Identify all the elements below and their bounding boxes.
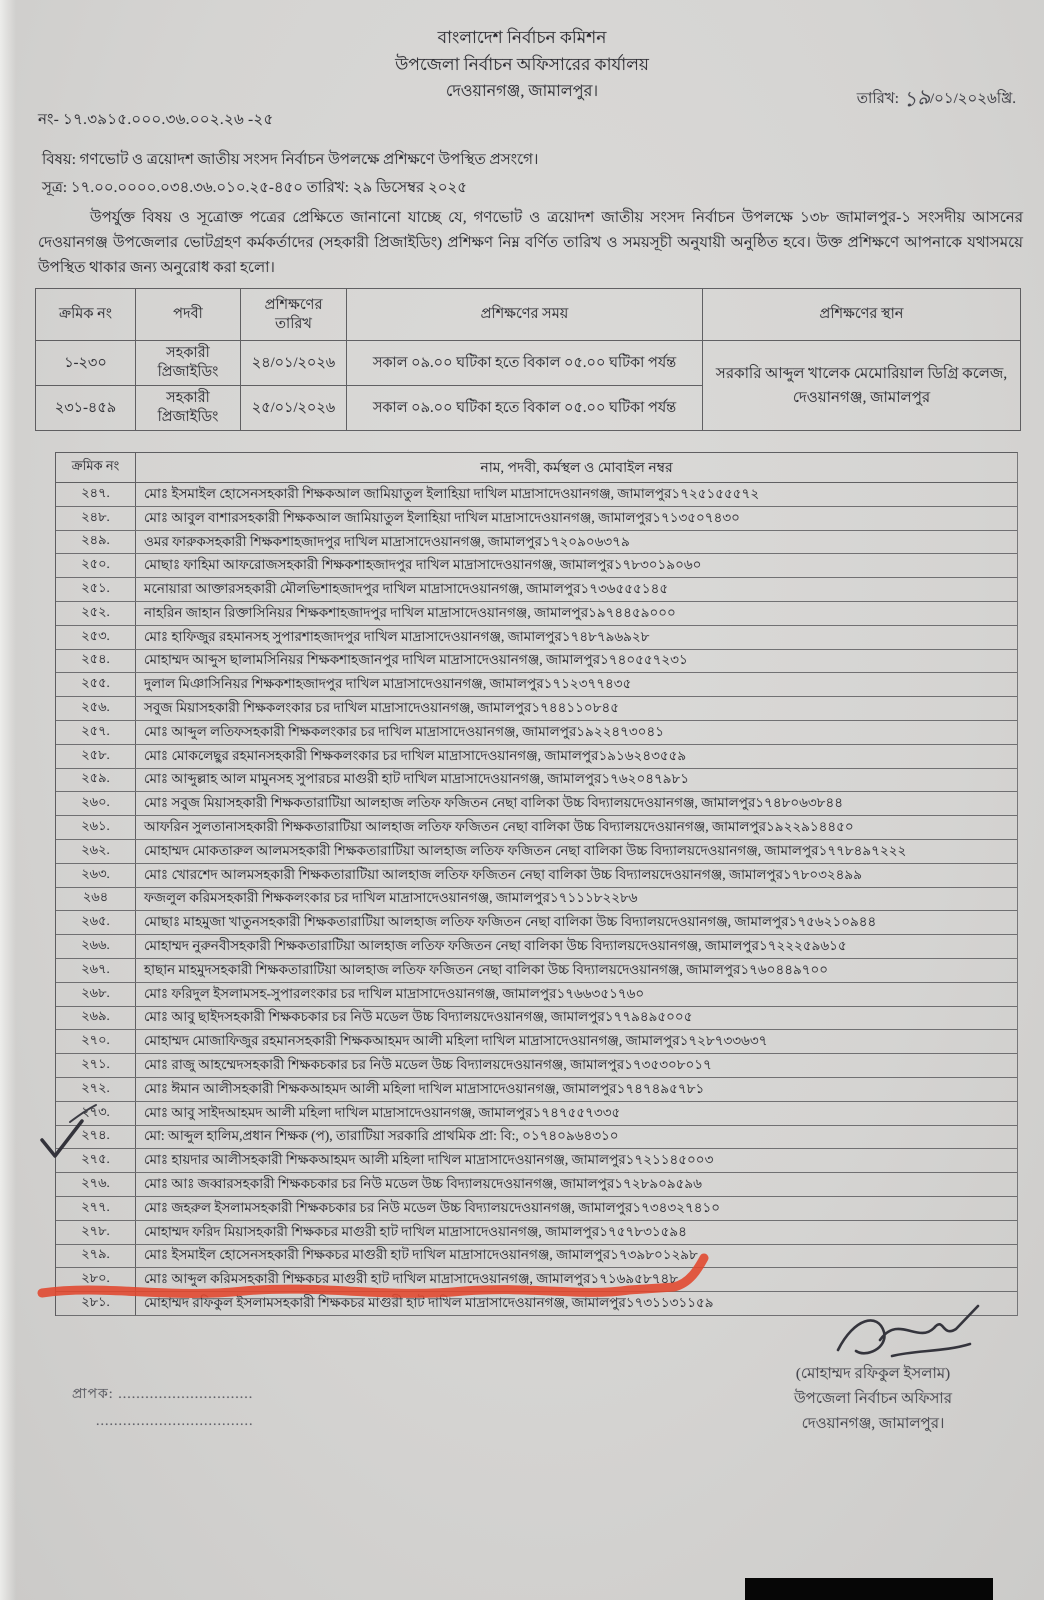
table-row (56, 1197, 1017, 1221)
col-header-time: প্রশিক্ষণের সময় (347, 289, 703, 341)
roster-serial: ২৭০. (56, 1030, 136, 1053)
roster-serial: ২৬২. (56, 840, 136, 863)
roster-serial: ২৭৪. (56, 1126, 136, 1149)
roster-details: মোঃ আব্দুল লতিফসহকারী শিক্ষকলংকার চর দাখিল মাদ্রাসাদেওয়ানগঞ্জ, জামালপুর১৯২২৪৭৩০৪১ (144, 723, 664, 739)
signatory-block (768, 1362, 978, 1437)
date-day-handwritten: ১৯ (901, 84, 932, 112)
roster-serial: ২৭৩. (56, 1102, 136, 1125)
roster-serial: ২৭১. (56, 1054, 136, 1077)
table-row (56, 626, 1017, 650)
roster-serial: ২৭৯. (56, 1245, 136, 1268)
roster-details: মোহাম্মদ রফিকুল ইসলামসহকারী শিক্ষকচর মাগুরী হাট দাখিল মাদ্রাসাদেওয়ানগঞ্জ, জামালপুর১৭৩১১৩১১৫৯ (144, 1295, 714, 1310)
table-row (56, 673, 1017, 697)
roster-details: মোহাম্মদ নুরুনবীসহকারী শিক্ষকতারাটিয়া আলহাজ লতিফ ফজিতন নেছা বালিকা উচ্চ বিদ্যালয়দেওয়ানগঞ্জ, জামালপুর১৭২২২৫৯৬১৫ (144, 938, 847, 954)
schedule-row2-date: ২৫/০১/২০২৬ (241, 386, 347, 431)
roster-serial: ২৬৫. (56, 911, 136, 934)
roster-serial: ২৪৭. (56, 483, 136, 506)
schedule-row1-serial-range: ১-২৩০ (36, 341, 136, 386)
roster-serial: ২৬৮. (56, 983, 136, 1006)
roster-details: মোঃ ইসমাইল হোসেনসহকারী শিক্ষকচর মাগুরী হাট দাখিল মাদ্রাসাদেওয়ানগঞ্জ, জামালপুর১৭৩৯৮০১২৯৮ (144, 1247, 698, 1263)
table-row (56, 1149, 1017, 1173)
roster-details: মোঃ হাফিজুর রহমানসহ সুপারশাহজাদপুর দাখিল মাদ্রাসাদেওয়ানগঞ্জ, জামালপুর১৭৪৮৭৯৬৯২৮ (144, 628, 650, 644)
roster-details: মোঃ জহরুল ইসলামসহকারী শিক্ষকচকার চর নিউ মডেল উচ্চ বিদ্যালয়দেওয়ানগঞ্জ, জামালপুর১৭৩৪৩২৭৪১০ (144, 1199, 721, 1215)
roster-details: সবুজ মিয়াসহকারী শিক্ষকলংকার চর দাখিল মাদ্রাসাদেওয়ানগঞ্জ, জামালপুর১৭৪৪১১০৮৪৫ (144, 700, 619, 716)
table-row (56, 1245, 1017, 1269)
roster-details: নাহরিন জাহান রিক্তাসিনিয়র শিক্ষকশাহজাদপুর দাখিল মাদ্রাসাদেওয়ানগঞ্জ, জামালপুর১৯৭৪৪৫৯০০০ (144, 604, 676, 620)
table-row (56, 1268, 1017, 1292)
roster-details: মোঃ আব্দুল করিমসহকারী শিক্ষকচর মাগুরী হাট দাখিল মাদ্রাসাদেওয়ানগঞ্জ, জামালপুর১৭১৬৯৫৮৭৪৮ (144, 1271, 678, 1287)
table-row (56, 935, 1017, 959)
schedule-row2-time: সকাল ০৯.০০ ঘটিকা হতে বিকাল ০৫.০০ ঘটিকা পর্যন্ত (347, 386, 703, 431)
roster-details: মোঃ ইসমাইল হোসেনসহকারী শিক্ষকআল জামিয়াতুল ইলাহিয়া দাখিল মাদ্রাসাদেওয়ানগঞ্জ, জামালপুর১৭২৫১৫৫৫৭২ (144, 485, 760, 501)
signatory-office: দেওয়ানগঞ্জ, জামালপুর। (801, 1416, 945, 1432)
roster-details: মনোয়ারা আক্তারসহকারী মৌলভিশাহজাদপুর দাখিল মাদ্রাসাদেওয়ানগঞ্জ, জামালপুর১৭৩৬৫৫৫১৪৫ (144, 581, 669, 597)
reference-line: সূত্র: ১৭.০০.০০০০.০৩৪.৩৬.০১০.২৫-৪৫০ তারিখ: ২৯ ডিসেম্বর ২০২৫ (42, 180, 468, 196)
letterhead (262, 24, 782, 105)
roster-details: মো: আব্দুল হালিম,প্রধান শিক্ষক (প), তারাটিয়া সরকারি প্রাথমিক প্রা: বি:, ০১৭৪০৯৬৪৩১০ (144, 1128, 619, 1144)
table-row (56, 1102, 1017, 1126)
schedule-row2-serial-range: ২৩১-৪৫৯ (36, 386, 136, 431)
table-row (56, 578, 1017, 602)
roster-rows (56, 483, 1017, 1316)
subject-line: বিষয়: গণভোট ও ত্রয়োদশ জাতীয় সংসদ নির্বাচন উপলক্ষে প্রশিক্ষণে উপস্থিত প্রসংগে। (42, 152, 539, 168)
roster-details: ওমর ফারুকসহকারী শিক্ষকশাহজাদপুর দাখিল মাদ্রাসাদেওয়ানগঞ্জ, জামালপুর১৭২০৯০৬৩৭৯ (144, 533, 630, 549)
training-schedule-table (35, 288, 1021, 431)
roster-serial: ২৬৪ (56, 888, 136, 911)
roster-serial: ২৮০. (56, 1268, 136, 1291)
roster-details: মোহাম্মদ মোকতারুল আলমসহকারী শিক্ষকতারাটিয়া আলহাজ লতিফ ফজিতন নেছা বালিকা উচ্চ বিদ্যালয়দেওয়ানগঞ্জ, জামালপুর১৭৭৮৪৯৭২২২ (144, 842, 907, 858)
roster-details: মোঃ আবু সাইদআহমদ আলী মহিলা দাখিল মাদ্রাসাদেওয়ানগঞ্জ, জামালপুর১৭৪৭৫৫৭৩৩৫ (144, 1104, 621, 1120)
table-row (56, 1221, 1017, 1245)
document-date (857, 80, 1016, 115)
roster-details: মোঃ রাজু আহম্মেদসহকারী শিক্ষকচকার চর নিউ মডেল উচ্চ বিদ্যালয়দেওয়ানগঞ্জ, জামালপুর১৭৩৫৩০৮০১৭ (144, 1057, 712, 1073)
roster-serial: ২৬৭. (56, 959, 136, 982)
roster-serial: ২৫৯. (56, 769, 136, 792)
signature-scribble (826, 1298, 996, 1368)
schedule-row1-designation: সহকারী প্রিজাইডিং (136, 341, 241, 386)
roster-serial: ২৭৮. (56, 1221, 136, 1244)
table-row (56, 554, 1017, 578)
memo-number: নং- ১৭.৩৯১৫.০০০.৩৬.০০২.২৬ -২৫ (38, 112, 274, 128)
col-header-date: প্রশিক্ষণের তারিখ (241, 289, 347, 341)
table-row (56, 1078, 1017, 1102)
roster-details: ফজলুল করিমসহকারী শিক্ষকলংকার চর দাখিল মাদ্রাসাদেওয়ানগঞ্জ, জামালপুর১৭১১১৮২২৮৬ (144, 890, 638, 906)
table-row (56, 769, 1017, 793)
roster-serial: ২৪৯. (56, 531, 136, 554)
roster-serial: ২৫৫. (56, 673, 136, 696)
office-name: উপজেলা নির্বাচন অফিসারের কার্যালয় (395, 55, 649, 74)
roster-details: হাছান মাহমুদসহকারী শিক্ষকতারাটিয়া আলহাজ লতিফ ফজিতন নেছা বালিকা উচ্চ বিদ্যালয়দেওয়ানগঞ্জ, জামালপুর১৭৬০৪৪৯৭০০ (144, 961, 829, 977)
date-rest: /০১/২০২৬খ্রি. (929, 91, 1016, 107)
roster-serial: ২৫০. (56, 554, 136, 577)
table-row (56, 483, 1017, 507)
table-row (56, 959, 1017, 983)
roster-serial: ২৫১. (56, 578, 136, 601)
roster-details: মোহাম্মদ ফরিদ মিয়াসহকারী শিক্ষকচর মাগুরী হাট দাখিল মাদ্রাসাদেওয়ানগঞ্জ, জামালপুর১৭৫৭৮৩১৫৯৪ (144, 1223, 687, 1239)
schedule-venue: সরকারি আব্দুল খালেক মেমোরিয়াল ডিগ্রি কলেজ, দেওয়ানগঞ্জ, জামালপুর (703, 341, 1021, 431)
schedule-row1-date: ২৪/০১/২০২৬ (241, 341, 347, 386)
schedule-row2-designation: সহকারী প্রিজাইডিং (136, 386, 241, 431)
roster-details: আফরিন সুলতানাসহকারী শিক্ষকতারাটিয়া আলহাজ লতিফ ফজিতন নেছা বালিকা উচ্চ বিদ্যালয়দেওয়ানগঞ্জ, জামালপুর১৯২২৯১৪৪৫০ (144, 819, 854, 835)
roster-serial: ২৫৪. (56, 650, 136, 673)
roster-details: মোঃ মোকলেছুর রহমানসহকারী শিক্ষকলংকার চর দাখিল মাদ্রাসাদেওয়ানগঞ্জ, জামালপুর১৯১৬২৪৩৫৫৯ (144, 747, 687, 763)
table-row (56, 1126, 1017, 1150)
roster-serial: ২৬৩. (56, 864, 136, 887)
roster-details: মোঃ খোরশেদ আলমসহকারী শিক্ষকতারাটিয়া আলহাজ লতিফ ফজিতন নেছা বালিকা উচ্চ বিদ্যালয়দেওয়ানগঞ্জ, জামালপুর১৭৮০৩২৪৯৯ (144, 866, 862, 882)
table-row (56, 697, 1017, 721)
roster-details: মোহাম্মদ মোজাফিজুর রহমানসহকারী শিক্ষকআহমদ আলী মহিলা দাখিল মাদ্রাসাদেওয়ানগঞ্জ, জামালপুর১৭২৮৭৩৩৬৩৭ (144, 1033, 768, 1049)
roster-details: মোঃ আবু ছাইদসহকারী শিক্ষকচকার চর নিউ মডেল উচ্চ বিদ্যালয়দেওয়ানগঞ্জ, জামালপুর১৭৭৯৪৯৫০০৫ (144, 1009, 693, 1025)
col-header-designation: পদবী (136, 289, 241, 341)
org-name: বাংলাদেশ নির্বাচন কমিশন (437, 28, 607, 47)
body-paragraph: উপর্যুক্ত বিষয় ও সূত্রোক্ত পত্রের প্রেক্ষিতে জানানো যাচ্ছে যে, গণভোট ও ত্রয়োদশ জাতীয় সংসদ নির্বাচন উপলক্ষে ১৩৮ জামালপুর-১ সংসদীয় আসনের দেওয়ানগঞ্জ উপজেলার ভোটগ্রহণ কর্মকর্তাদের (সহকারী প্রিজাইডিং) প্রশিক্ষণ নিম্ন বর্ণিত তারিখ ও সময়সূচী অনুযায়ী অনুষ্ঠিত হবে। উক্ত প্রশিক্ষণে আপনাকে যথাসময়ে উপস্থিত থাকার জন্য অনুরোধ করা হলো। (38, 210, 1023, 276)
table-row (56, 792, 1017, 816)
table-row (56, 1030, 1017, 1054)
scan-artifact-black-bar (745, 1578, 993, 1600)
roster-col-header-serial: ক্রমিক নং (56, 453, 136, 482)
roster-details: মোছাঃ মাহমুজা খাতুনসহকারী শিক্ষকতারাটিয়া আলহাজ লতিফ ফজিতন নেছা বালিকা উচ্চ বিদ্যালয়দেওয়ানগঞ্জ, জামালপুর১৭৫৬২১০৯৪৪ (144, 914, 877, 930)
roster-details: মোঃ আবুল বাশারসহকারী শিক্ষকআল জামিয়াতুল ইলাহিয়া দাখিল মাদ্রাসাদেওয়ানগঞ্জ, জামালপুর১৭১৩৫০৭৪৩০ (144, 509, 740, 525)
roster-serial: ২৫৮. (56, 745, 136, 768)
roster-details: মোহাম্মদ আব্দুস ছালামসিনিয়র শিক্ষকশাহজানপুর দাখিল মাদ্রাসাদেওয়ানগঞ্জ, জামালপুর১৭৪০৫৫৭২৩১ (144, 652, 688, 668)
roster-serial: ২৬০. (56, 792, 136, 815)
roster-details: মোঃ সবুজ মিয়াসহকারী শিক্ষকতারাটিয়া আলহাজ লতিফ ফজিতন নেছা বালিকা উচ্চ বিদ্যালয়দেওয়ানগঞ্জ, জামালপুর১৭৪৮০৬৩৮৪৪ (144, 795, 843, 811)
roster-header-row (56, 453, 1017, 483)
roster-details: মোঃ ঈমান আলীসহকারী শিক্ষকআহমদ আলী মহিলা দাখিল মাদ্রাসাদেওয়ানগঞ্জ, জামালপুর১৭৪৭৪৯৫৭৮১ (144, 1080, 705, 1096)
roster-serial: ২৭৭. (56, 1197, 136, 1220)
roster-col-header-details: নাম, পদবী, কর্মস্থল ও মোবাইল নম্বর (480, 460, 673, 476)
table-row (56, 840, 1017, 864)
roster-details: মোঃ হায়দার আলীসহকারী শিক্ষকআহমদ আলী মহিলা দাখিল মাদ্রাসাদেওয়ানগঞ্জ, জামালপুর১৭২১১৪৫০০৩ (144, 1152, 714, 1168)
col-header-serial: ক্রমিক নং (36, 289, 136, 341)
roster-details: মোছাঃ ফাহিমা আফরোজসহকারী শিক্ষকশাহজাদপুর দাখিল মাদ্রাসাদেওয়ানগঞ্জ, জামালপুর১৭৮৩০১৯০৬০ (144, 557, 702, 573)
table-row (56, 1007, 1017, 1031)
roster-serial: ২৫২. (56, 602, 136, 625)
recipient-line-2: ................................... (96, 1414, 254, 1429)
roster-serial: ২৫৬. (56, 697, 136, 720)
recipient-line: প্রাপক: .............................. (72, 1387, 254, 1402)
roster-details: মোঃ আঃ জব্বারসহকারী শিক্ষকচকার চর নিউ মডেল উচ্চ বিদ্যালয়দেওয়ানগঞ্জ, জামালপুর১৭২৮৯০৯৫৯৬ (144, 1176, 702, 1192)
table-row (56, 650, 1017, 674)
col-header-venue: প্রশিক্ষণের স্থান (703, 289, 1021, 341)
roster-serial: ২৪৮. (56, 507, 136, 530)
table-row (56, 816, 1017, 840)
table-row (56, 745, 1017, 769)
office-location: দেওয়ানগঞ্জ, জামালপুর। (445, 83, 599, 100)
roster-serial: ২৬৯. (56, 1007, 136, 1030)
date-label: তারিখ: (856, 91, 899, 107)
roster-table (55, 452, 1018, 1316)
table-row (56, 1054, 1017, 1078)
roster-details: দুলাল মিঞাসিনিয়র শিক্ষকশাহজাদপুর দাখিল মাদ্রাসাদেওয়ানগঞ্জ, জামালপুর১৭১২৩৭৭৪৩৫ (144, 676, 632, 692)
table-row (56, 507, 1017, 531)
schedule-row1-time: সকাল ০৯.০০ ঘটিকা হতে বিকাল ০৫.০০ ঘটিকা পর্যন্ত (347, 341, 703, 386)
roster-serial: ২৭৫. (56, 1149, 136, 1172)
table-row (56, 983, 1017, 1007)
roster-serial: ২৮১. (56, 1292, 136, 1315)
roster-serial: ২৭৬. (56, 1173, 136, 1196)
roster-serial: ২৭২. (56, 1078, 136, 1101)
signatory-name: (মোহাম্মদ রফিকুল ইসলাম) (795, 1366, 951, 1382)
table-row (56, 864, 1017, 888)
roster-serial: ২৬৬. (56, 935, 136, 958)
table-row (56, 721, 1017, 745)
pen-mark (66, 1102, 100, 1126)
roster-serial: ২৫৭. (56, 721, 136, 744)
roster-details: মোঃ আব্দুল্লাহ আল মামুনসহ সুপারচর মাগুরী হাট দাখিল মাদ্রাসাদেওয়ানগঞ্জ, জামালপুর১৭৬২০৪৭৯৮১ (144, 771, 690, 787)
roster-serial: ২৬১. (56, 816, 136, 839)
table-row (56, 1173, 1017, 1197)
roster-details: মোঃ ফরিদুল ইসলামসহ-সুপারলংকার চর দাখিল মাদ্রাসাদেওয়ানগঞ্জ, জামালপুর১৭৬৬৩৫১৭৬০ (144, 985, 645, 1001)
table-row (56, 888, 1017, 912)
table-row (56, 911, 1017, 935)
roster-serial: ২৫৩. (56, 626, 136, 649)
signatory-title: উপজেলা নির্বাচন অফিসার (793, 1391, 953, 1407)
table-row (56, 531, 1017, 555)
table-row (56, 602, 1017, 626)
